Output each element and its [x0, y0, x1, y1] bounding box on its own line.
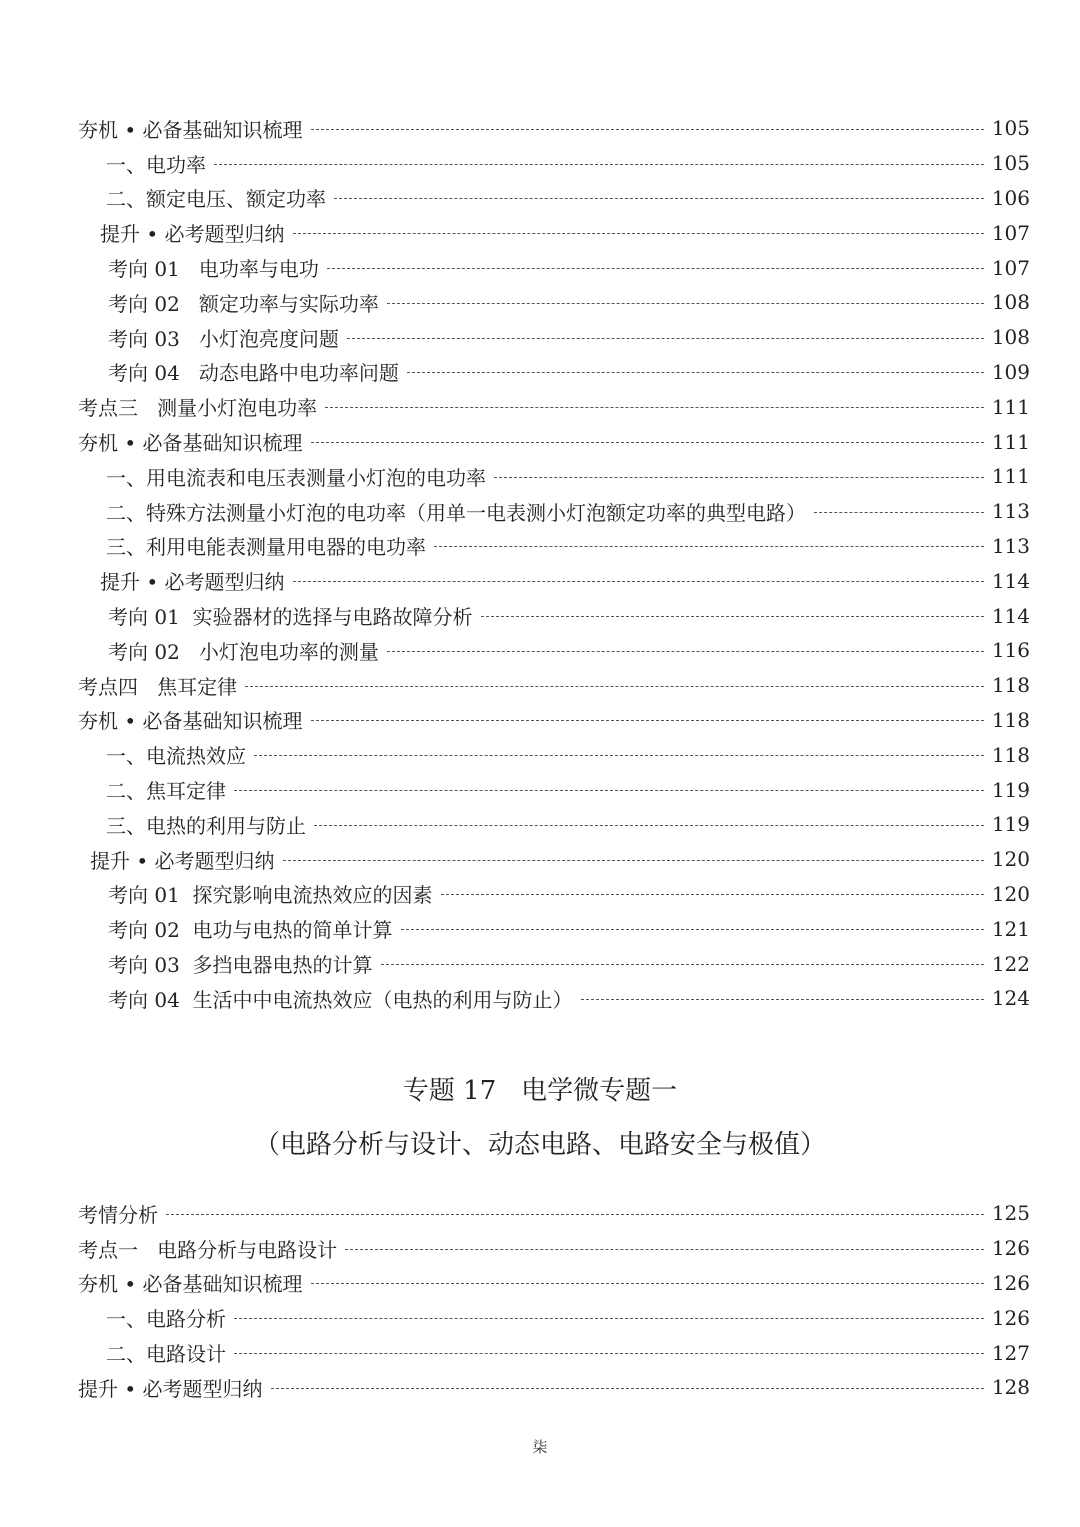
- toc-entry[interactable]: [78, 250, 1030, 285]
- toc-entry[interactable]: [78, 111, 1030, 146]
- toc-entry[interactable]: [78, 215, 1030, 250]
- toc-entry-page: 109: [991, 359, 1030, 384]
- toc-entry[interactable]: [78, 459, 1030, 494]
- toc-leader: [234, 790, 984, 791]
- toc-entry-page: 111: [991, 429, 1030, 454]
- toc-entry[interactable]: [78, 1196, 1030, 1231]
- toc-entry-page: 128: [991, 1375, 1030, 1400]
- toc-leader: [245, 686, 984, 687]
- toc-entry-label: 考向 02 额定功率与实际功率: [108, 291, 379, 316]
- page-footer-number: 柒: [532, 1438, 548, 1456]
- toc-entry-label: 考向 01 实验器材的选择与电路故障分析: [108, 605, 473, 630]
- toc-entry-label: 考向 03 多挡电器电热的计算: [108, 953, 373, 978]
- toc-entry-label: 二、额定电压、额定功率: [106, 187, 326, 212]
- toc-entry-label: 一、电流热效应: [106, 744, 246, 769]
- toc-leader: [441, 894, 984, 895]
- toc-leader: [581, 999, 984, 1000]
- toc-leader: [347, 338, 984, 339]
- toc-entry-label: 考向 04 动态电路中电功率问题: [108, 361, 399, 386]
- toc-entry[interactable]: [78, 181, 1030, 216]
- toc-entry-label: 二、焦耳定律: [106, 779, 226, 804]
- toc-entry-page: 111: [991, 394, 1030, 419]
- toc-entry[interactable]: [78, 494, 1030, 529]
- toc-entry-label: 夯机 • 必备基础知识梳理: [78, 431, 303, 456]
- toc-leader: [293, 233, 984, 234]
- toc-entry-page: 118: [991, 673, 1030, 698]
- toc-entry-page: 118: [991, 707, 1030, 732]
- toc-entry-label: 考向 03 小灯泡亮度问题: [108, 326, 339, 351]
- toc-entry-label: 一、电路分析: [106, 1307, 226, 1332]
- toc-entry-label: 提升 • 必考题型归纳: [100, 570, 285, 595]
- toc-entry-page: 124: [991, 986, 1030, 1011]
- toc-leader: [283, 860, 984, 861]
- toc-entry-page: 111: [991, 464, 1030, 489]
- toc-entry-label: 考向 02 小灯泡电功率的测量: [108, 639, 379, 664]
- toc-leader: [311, 442, 984, 443]
- toc-leader: [334, 198, 984, 199]
- toc-leader: [254, 755, 984, 756]
- toc-entry-page: 113: [991, 533, 1030, 558]
- toc-entry-label: 考向 04 生活中中电流热效应（电热的利用与防止）: [108, 987, 573, 1012]
- toc-entry[interactable]: [78, 1300, 1030, 1335]
- toc-entry-page: 127: [991, 1340, 1030, 1365]
- toc-entry-page: 105: [991, 116, 1030, 141]
- toc-entry-label: 考向 02 电功与电热的简单计算: [108, 918, 393, 943]
- toc-entry-page: 118: [991, 742, 1030, 767]
- toc-entry-label: 三、利用电能表测量用电器的电功率: [106, 535, 426, 560]
- toc-leader: [387, 651, 984, 652]
- toc-entry[interactable]: [78, 703, 1030, 738]
- toc-entry-page: 114: [991, 603, 1030, 628]
- toc-leader: [311, 1283, 984, 1284]
- toc-entry-label: 提升 • 必考题型归纳: [100, 222, 285, 247]
- toc-entry-page: 120: [991, 881, 1030, 906]
- toc-entry-page: 107: [991, 220, 1030, 245]
- toc-entry-page: 108: [991, 325, 1030, 350]
- toc-leader: [214, 164, 984, 165]
- toc-entry-page: 116: [991, 638, 1030, 663]
- section-title-line2: （电路分析与设计、动态电路、电路安全与极值）: [253, 1130, 826, 1160]
- toc-entry-page: 122: [991, 951, 1030, 976]
- toc-leader: [166, 1214, 984, 1215]
- toc-top: [78, 111, 1030, 1016]
- toc-entry-page: 126: [991, 1270, 1030, 1295]
- toc-entry[interactable]: [78, 981, 1030, 1016]
- toc-entry[interactable]: [78, 633, 1030, 668]
- toc-entry[interactable]: [78, 772, 1030, 807]
- toc-entry-page: 125: [991, 1201, 1030, 1226]
- toc-entry[interactable]: [78, 737, 1030, 772]
- toc-entry[interactable]: [78, 285, 1030, 320]
- toc-entry-label: 提升 • 必考题型归纳: [78, 1376, 263, 1401]
- toc-leader: [314, 825, 984, 826]
- toc-entry-label: 考向 01 电功率与电功: [108, 257, 319, 282]
- toc-leader: [234, 1318, 984, 1319]
- toc-entry[interactable]: [78, 355, 1030, 390]
- toc-leader: [401, 929, 984, 930]
- toc-entry-label: 考点四 焦耳定律: [78, 674, 238, 699]
- section-title-line1: 专题 17 电学微专题一: [402, 1076, 678, 1106]
- toc-entry[interactable]: [78, 563, 1030, 598]
- toc-entry-page: 119: [991, 777, 1030, 802]
- toc-entry-page: 108: [991, 290, 1030, 315]
- toc-leader: [234, 1353, 984, 1354]
- toc-entry[interactable]: [78, 911, 1030, 946]
- toc-leader: [327, 268, 984, 269]
- toc-entry-label: 提升 • 必考题型归纳: [90, 848, 275, 873]
- toc-entry[interactable]: [78, 320, 1030, 355]
- toc-leader: [387, 303, 984, 304]
- toc-entry[interactable]: [78, 807, 1030, 842]
- toc-entry-label: 夯机 • 必备基础知识梳理: [78, 117, 303, 142]
- toc-entry[interactable]: [78, 529, 1030, 564]
- toc-leader: [494, 477, 984, 478]
- toc-leader: [814, 512, 984, 513]
- toc-entry[interactable]: [78, 946, 1030, 981]
- toc-leader: [434, 546, 984, 547]
- toc-entry-page: 121: [991, 916, 1030, 941]
- toc-entry-label: 夯机 • 必备基础知识梳理: [78, 709, 303, 734]
- toc-entry[interactable]: [78, 424, 1030, 459]
- toc-entry-page: 106: [991, 185, 1030, 210]
- toc-entry[interactable]: [78, 1266, 1030, 1301]
- toc-entry-label: 考向 01 探究影响电流热效应的因素: [108, 883, 433, 908]
- toc-entry-label: 三、电热的利用与防止: [106, 813, 306, 838]
- toc-entry-label: 考点三 测量小灯泡电功率: [78, 396, 318, 421]
- toc-entry-page: 114: [991, 568, 1030, 593]
- toc-entry-page: 126: [991, 1305, 1030, 1330]
- toc-entry[interactable]: [78, 1231, 1030, 1266]
- toc-leader: [381, 964, 984, 965]
- toc-leader: [311, 720, 984, 721]
- toc-entry-page: 119: [991, 812, 1030, 837]
- toc-entry-label: 考点一 电路分析与电路设计: [78, 1237, 338, 1262]
- toc-entry[interactable]: [78, 598, 1030, 633]
- toc-entry[interactable]: [78, 1335, 1030, 1370]
- toc-leader: [271, 1388, 984, 1389]
- toc-entry-label: 考情分析: [78, 1202, 158, 1227]
- toc-entry[interactable]: [78, 842, 1030, 877]
- toc-entry-label: 二、电路设计: [106, 1342, 226, 1367]
- toc-leader: [407, 372, 984, 373]
- toc-entry-label: 二、特殊方法测量小灯泡的电功率（用单一电表测小灯泡额定功率的典型电路）: [106, 500, 806, 525]
- toc-leader: [325, 407, 984, 408]
- toc-entry[interactable]: [78, 877, 1030, 912]
- toc-entry-label: 一、电功率: [106, 152, 206, 177]
- toc-leader: [481, 616, 984, 617]
- toc-leader: [293, 581, 984, 582]
- toc-entry[interactable]: [78, 146, 1030, 181]
- toc-leader: [345, 1249, 984, 1250]
- toc-entry-page: 107: [991, 255, 1030, 280]
- toc-entry-label: 夯机 • 必备基础知识梳理: [78, 1272, 303, 1297]
- toc-bottom: [78, 1196, 1030, 1405]
- toc-entry-page: 126: [991, 1236, 1030, 1261]
- toc-entry-page: 105: [991, 151, 1030, 176]
- toc-entry[interactable]: [78, 1370, 1030, 1405]
- toc-leader: [311, 129, 984, 130]
- toc-entry-page: 113: [991, 499, 1030, 524]
- toc-entry-page: 120: [991, 847, 1030, 872]
- toc-entry[interactable]: [78, 389, 1030, 424]
- toc-entry-label: 一、用电流表和电压表测量小灯泡的电功率: [106, 465, 486, 490]
- toc-entry[interactable]: [78, 668, 1030, 703]
